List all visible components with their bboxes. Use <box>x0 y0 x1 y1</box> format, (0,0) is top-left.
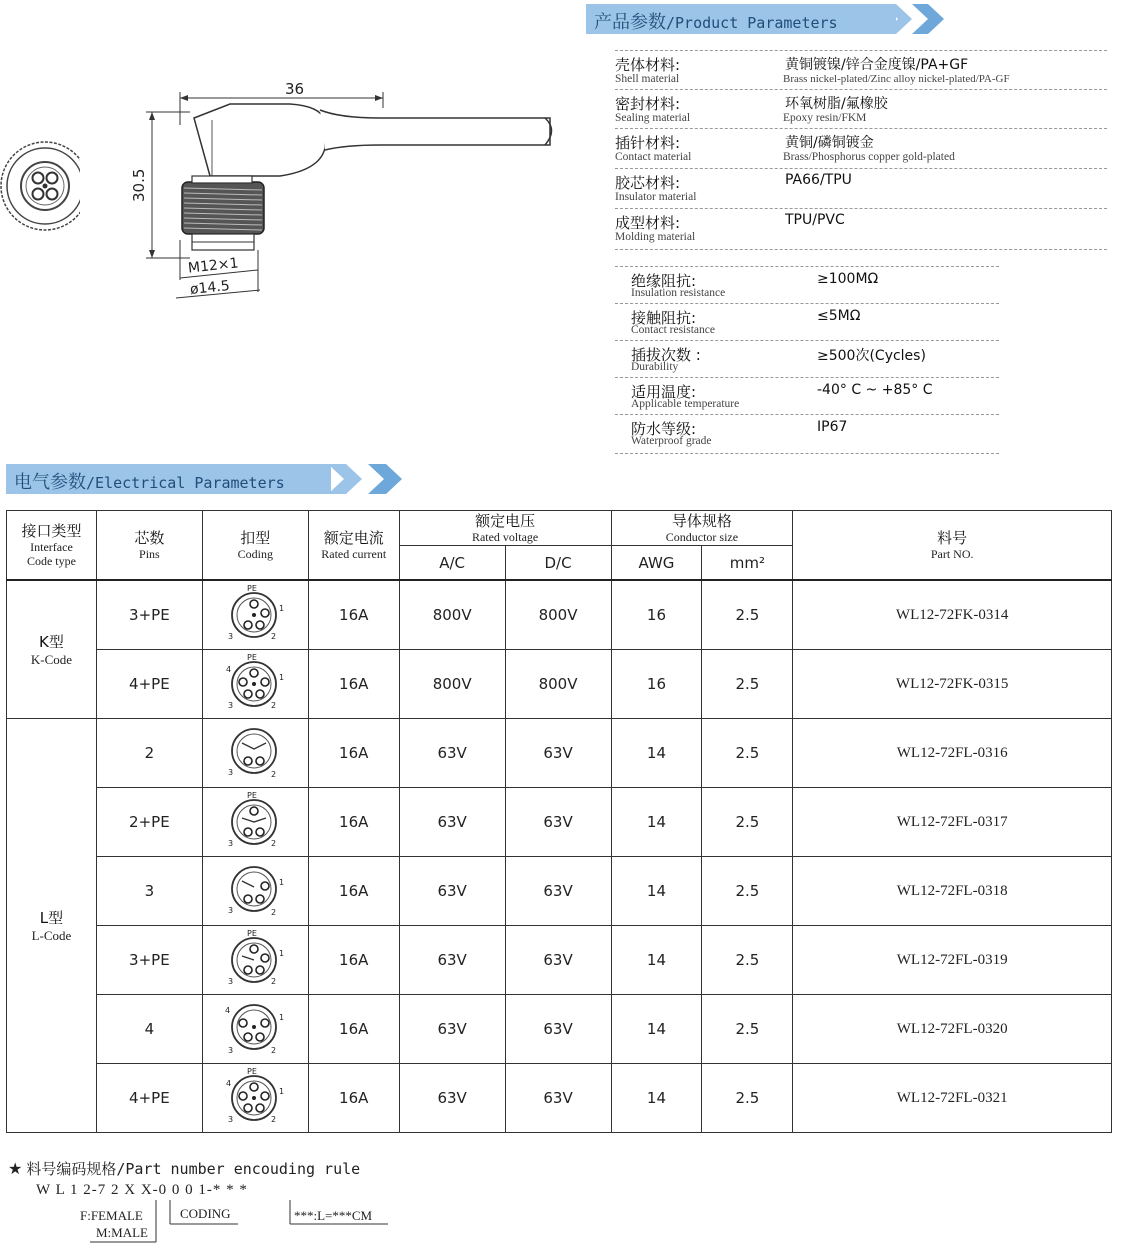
table-row <box>7 1064 1112 1133</box>
cell-part-no: WL12-72FK-0315 <box>793 650 1112 719</box>
pin-label-4: 4 <box>226 665 232 674</box>
rating-row-contact <box>615 303 999 340</box>
param-label-cn: 胶芯材料: <box>615 174 681 192</box>
coding-diagram-icon <box>220 926 290 990</box>
param-label-cn: 壳体材料: <box>615 56 681 74</box>
cell-mm2: 2.5 <box>702 788 793 857</box>
cell-mm2: 2.5 <box>702 995 793 1064</box>
cell-pins: 4+PE <box>96 1064 202 1133</box>
rating-label-cn: 适用温度: <box>631 383 697 401</box>
rating-label-en: Insulation resistance <box>631 287 726 299</box>
table-row <box>7 650 1112 719</box>
product-params-title-cn: 产品参数 <box>594 12 666 33</box>
param-label-en: Molding material <box>615 231 696 243</box>
param-value-cn: 黄铜镀镍/锌合金度镍/PA+GF <box>785 57 969 73</box>
cell-pins: 2+PE <box>96 788 202 857</box>
pin-label-1: 1 <box>279 1087 285 1096</box>
cell-ac: 800V <box>399 650 505 719</box>
pin-label-pe: PE <box>247 791 258 800</box>
cell-awg: 14 <box>611 857 702 926</box>
rating-value: ≥100MΩ <box>817 271 879 287</box>
header-conductor: 导体规格 Conductor size <box>611 511 793 546</box>
table-row <box>7 857 1112 926</box>
param-row-sealing <box>615 89 1107 129</box>
table-row <box>7 719 1112 788</box>
rating-label-cn: 防水等级: <box>631 420 697 438</box>
pin-label-pe: PE <box>247 584 258 593</box>
pin-label-1: 1 <box>279 604 285 613</box>
table-row <box>7 580 1112 650</box>
thread-label: M12×1 <box>187 255 240 277</box>
cell-ac: 63V <box>399 719 505 788</box>
header-mm2: mm² <box>702 546 793 581</box>
cell-ac: 63V <box>399 857 505 926</box>
cell-part-no: WL12-72FL-0320 <box>793 995 1112 1064</box>
pin-label-2: 2 <box>271 701 277 710</box>
rating-row-durability <box>615 340 999 377</box>
encoding-title <box>8 1158 360 1179</box>
pin-label-2: 2 <box>271 977 277 986</box>
pin-label-3: 3 <box>228 977 234 986</box>
cell-part-no: WL12-72FL-0319 <box>793 926 1112 995</box>
cell-awg: 14 <box>611 1064 702 1133</box>
rating-value: ≥500次(Cycles) <box>817 348 926 364</box>
cell-part-no: WL12-72FK-0314 <box>793 580 1112 650</box>
cell-coding <box>202 1064 308 1133</box>
connector-front-view <box>0 138 80 238</box>
electrical-params-title-en: /Electrical Parameters <box>86 474 285 492</box>
coding-diagram-icon <box>220 581 290 645</box>
diameter-label: ø14.5 <box>189 277 231 299</box>
cell-coding <box>202 857 308 926</box>
pin-label-3: 3 <box>228 768 234 777</box>
cell-pins: 3 <box>96 857 202 926</box>
rating-row-waterproof <box>615 414 999 454</box>
rating-value: -40° C ~ +85° C <box>817 382 933 398</box>
param-label-cn: 成型材料: <box>615 214 681 232</box>
cell-current: 16A <box>308 926 399 995</box>
table-row <box>7 788 1112 857</box>
param-value-en: Epoxy resin/FKM <box>783 112 867 124</box>
cell-mm2: 2.5 <box>702 1064 793 1133</box>
cell-dc: 63V <box>505 926 611 995</box>
coding-diagram-icon <box>220 650 290 714</box>
cell-pins: 4 <box>96 995 202 1064</box>
cell-coding <box>202 650 308 719</box>
coding-diagram-icon <box>220 857 290 921</box>
cell-pins: 2 <box>96 719 202 788</box>
dim-length-label: 36 <box>285 80 305 98</box>
cell-coding <box>202 926 308 995</box>
cell-awg: 14 <box>611 719 702 788</box>
pin-label-pe: PE <box>247 653 258 662</box>
param-row-contact <box>615 128 1107 168</box>
cell-current: 16A <box>308 719 399 788</box>
cell-awg: 14 <box>611 926 702 995</box>
coding-diagram-icon <box>220 1064 290 1128</box>
pin-label-2: 2 <box>271 1115 277 1124</box>
param-label-en: Sealing material <box>615 112 691 124</box>
pin-label-1: 1 <box>279 878 285 887</box>
rating-value: ≤5MΩ <box>817 308 861 324</box>
rating-value: IP67 <box>817 419 848 435</box>
param-label-en: Contact material <box>615 151 692 163</box>
cell-awg: 16 <box>611 580 702 650</box>
group-k-code: K型 K-Code <box>7 580 97 719</box>
cell-dc: 63V <box>505 857 611 926</box>
cell-ac: 63V <box>399 995 505 1064</box>
electrical-params-title-cn: 电气参数 <box>14 472 86 493</box>
electrical-params-banner <box>6 464 426 494</box>
pin-label-3: 3 <box>228 839 234 848</box>
param-value-cn: TPU/PVC <box>785 212 845 228</box>
rating-label-en: Contact resistance <box>631 324 715 336</box>
cell-ac: 63V <box>399 1064 505 1133</box>
encoding-title-text: 料号编码规格/Part number encouding rule <box>26 1160 361 1178</box>
cell-current: 16A <box>308 1064 399 1133</box>
gender-female: F:FEMALE <box>80 1208 143 1223</box>
pin-label-1: 1 <box>279 673 285 682</box>
cell-mm2: 2.5 <box>702 580 793 650</box>
param-value-en: Brass nickel-plated/Zinc alloy nickel-plated/PA-GF <box>783 73 1010 85</box>
cell-mm2: 2.5 <box>702 926 793 995</box>
cell-current: 16A <box>308 788 399 857</box>
cell-dc: 63V <box>505 995 611 1064</box>
param-label-cn: 密封材料: <box>615 95 681 113</box>
pin-label-1: 1 <box>279 949 285 958</box>
pin-label-pe: PE <box>247 929 258 938</box>
group-l-code: L型 L-Code <box>7 719 97 1133</box>
header-ac: A/C <box>399 546 505 581</box>
pin-label-3: 3 <box>228 632 234 641</box>
dim-height-label: 30.5 <box>130 168 148 202</box>
header-dc: D/C <box>505 546 611 581</box>
param-label-en: Shell material <box>615 73 680 85</box>
cell-current: 16A <box>308 650 399 719</box>
rating-label-cn: 接触阻抗: <box>631 309 697 327</box>
header-current: 额定电流 Rated current <box>308 511 399 581</box>
param-label-en: Insulator material <box>615 191 697 203</box>
cell-ac: 63V <box>399 926 505 995</box>
coding-label: CODING <box>180 1206 231 1221</box>
gender-male: M:MALE <box>96 1225 148 1240</box>
pin-label-3: 3 <box>228 906 234 915</box>
param-value-cn: 黄铜/磷铜镀金 <box>785 135 874 151</box>
pin-label-2: 2 <box>271 839 277 848</box>
rating-label-en: Waterproof grade <box>631 435 712 447</box>
encoding-code: W L 1 2-7 2 X X-0 0 0 1-* * * <box>36 1182 248 1198</box>
length-label: ***:L=***CM <box>294 1208 373 1223</box>
rating-label-cn: 绝缘阻抗: <box>631 272 697 290</box>
pin-label-4: 4 <box>225 1006 231 1015</box>
cell-part-no: WL12-72FL-0317 <box>793 788 1112 857</box>
param-row-molding <box>615 208 1107 250</box>
pin-label-2: 2 <box>271 770 277 779</box>
cell-pins: 3+PE <box>96 926 202 995</box>
cell-awg: 14 <box>611 788 702 857</box>
cell-coding <box>202 788 308 857</box>
header-voltage: 额定电压 Rated voltage <box>399 511 611 546</box>
cell-mm2: 2.5 <box>702 857 793 926</box>
param-value-en: Brass/Phosphorus copper gold-plated <box>783 151 955 163</box>
header-code-type: 接口类型 Interface Code type <box>7 511 97 581</box>
cell-part-no: WL12-72FL-0321 <box>793 1064 1112 1133</box>
pin-label-3: 3 <box>228 701 234 710</box>
cell-current: 16A <box>308 995 399 1064</box>
pin-label-pe: PE <box>247 1067 258 1076</box>
rating-label-cn: 插拔次数 : <box>631 346 701 364</box>
param-value-cn: PA66/TPU <box>785 172 852 188</box>
rating-row-temperature <box>615 377 999 414</box>
param-label-cn: 插针材料: <box>615 134 681 152</box>
rating-label-en: Durability <box>631 361 679 373</box>
pin-label-3: 3 <box>228 1115 234 1124</box>
cell-dc: 800V <box>505 580 611 650</box>
table-row <box>7 926 1112 995</box>
cell-dc: 63V <box>505 788 611 857</box>
pin-label-3: 3 <box>228 1046 234 1055</box>
cell-ac: 63V <box>399 788 505 857</box>
cell-part-no: WL12-72FL-0316 <box>793 719 1112 788</box>
cell-pins: 4+PE <box>96 650 202 719</box>
pin-label-2: 2 <box>271 908 277 917</box>
cell-part-no: WL12-72FL-0318 <box>793 857 1112 926</box>
cell-dc: 63V <box>505 1064 611 1133</box>
cell-dc: 800V <box>505 650 611 719</box>
rating-row-insulation <box>615 266 999 303</box>
product-params-title-en: /Product Parameters <box>666 14 838 32</box>
cell-current: 16A <box>308 857 399 926</box>
cell-awg: 16 <box>611 650 702 719</box>
pin-label-2: 2 <box>271 632 277 641</box>
cell-dc: 63V <box>505 719 611 788</box>
pin-label-2: 2 <box>271 1046 277 1055</box>
pin-label-4: 4 <box>226 1079 232 1088</box>
coding-diagram-icon <box>220 995 290 1059</box>
cell-pins: 3+PE <box>96 580 202 650</box>
electrical-table <box>6 510 1112 1133</box>
cell-current: 16A <box>308 580 399 650</box>
header-part-no: 料号 Part NO. <box>793 511 1112 581</box>
coding-diagram-icon <box>220 719 290 783</box>
cell-coding <box>202 995 308 1064</box>
product-params-banner <box>586 4 966 34</box>
cell-ac: 800V <box>399 580 505 650</box>
cell-awg: 14 <box>611 995 702 1064</box>
cell-coding <box>202 580 308 650</box>
cell-mm2: 2.5 <box>702 650 793 719</box>
header-awg: AWG <box>611 546 702 581</box>
rating-label-en: Applicable temperature <box>631 398 740 410</box>
header-pins: 芯数 Pins <box>96 511 202 581</box>
pin-label-1: 1 <box>279 1013 285 1022</box>
param-value-cn: 环氧树脂/氟橡胶 <box>785 96 888 112</box>
table-row <box>7 995 1112 1064</box>
header-coding: 扣型 Coding <box>202 511 308 581</box>
star-icon: ★ <box>8 1159 23 1178</box>
cell-mm2: 2.5 <box>702 719 793 788</box>
param-row-insulator <box>615 168 1107 208</box>
coding-diagram-icon <box>220 788 290 852</box>
param-row-shell <box>615 50 1107 90</box>
cell-coding <box>202 719 308 788</box>
